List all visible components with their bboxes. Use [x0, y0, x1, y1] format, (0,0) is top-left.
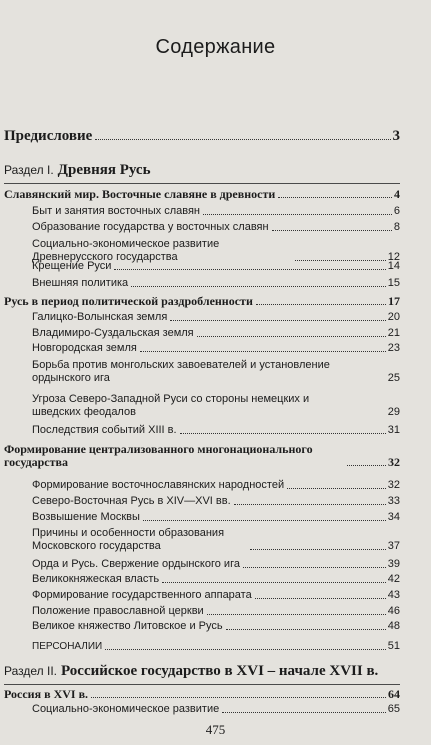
toc-entry[interactable] — [32, 424, 400, 437]
entry-title: Предисловие — [4, 128, 93, 144]
entry-page: 15 — [387, 277, 400, 289]
toc-entry[interactable] — [32, 277, 400, 290]
toc-entry[interactable] — [32, 359, 400, 385]
entry-title: Формирование государственного аппарата — [32, 589, 252, 601]
entry-title: Внешняя политика — [32, 277, 129, 289]
divider — [4, 183, 400, 184]
dot-leader — [140, 351, 386, 352]
dot-leader — [287, 488, 386, 489]
dot-leader — [95, 139, 390, 140]
entry-page: 37 — [387, 540, 400, 552]
dot-leader — [347, 465, 386, 466]
dot-leader — [255, 598, 386, 599]
toc-entry[interactable] — [32, 527, 400, 553]
entry-title: Угроза Северо-Западной Руси со стороны немецких и шведских феодалов — [32, 393, 310, 418]
entry-title: Великокняжеская власть — [32, 573, 160, 585]
toc-entry-personalia[interactable] — [32, 640, 400, 653]
entry-page: 39 — [387, 558, 400, 570]
toc-entry[interactable] — [32, 205, 400, 218]
toc-section[interactable] — [4, 295, 400, 308]
entry-title: Крещение Руси — [32, 260, 112, 272]
toc-section[interactable] — [4, 443, 400, 469]
dot-leader — [170, 320, 385, 321]
dot-leader — [256, 304, 386, 305]
entry-page: 4 — [394, 187, 400, 201]
part-heading — [4, 162, 151, 179]
entry-title: Галицко-Волынская земля — [32, 311, 168, 323]
entry-page: 25 — [387, 372, 400, 384]
entry-title: Социально-экономическое развитие — [32, 703, 220, 715]
part-heading — [4, 663, 378, 680]
entry-title: Последствия событий XIII в. — [32, 424, 177, 436]
entry-title: Россия в XVI в. — [4, 687, 89, 701]
toc-entry[interactable] — [32, 479, 400, 492]
entry-page: 29 — [387, 406, 400, 418]
entry-title: ПЕРСОНАЛИИ — [32, 641, 103, 652]
toc-entry[interactable] — [32, 260, 400, 273]
toc-entry[interactable] — [32, 495, 400, 508]
entry-page: 64 — [388, 687, 400, 701]
toc-entry[interactable] — [32, 221, 400, 234]
dot-leader — [243, 567, 386, 568]
entry-page: 48 — [387, 620, 400, 632]
part-label: Раздел II. — [4, 664, 57, 678]
toc-entry[interactable] — [32, 703, 400, 716]
toc-entry[interactable] — [32, 605, 400, 618]
entry-page: 42 — [387, 573, 400, 585]
toc-entry[interactable] — [32, 573, 400, 586]
entry-page: 6 — [393, 205, 400, 217]
entry-title: Социально-экономическое развитие Древнерусского государства — [32, 238, 220, 263]
entry-page: 17 — [388, 294, 400, 308]
entry-title: Русь в период политической раздробленности — [4, 294, 253, 308]
toc-entry[interactable] — [32, 589, 400, 602]
part-title: Российское государство в XVI – начале XVII в. — [61, 663, 379, 679]
toc-entry[interactable] — [32, 558, 400, 571]
entry-page: 14 — [387, 260, 400, 272]
toc-section[interactable] — [4, 188, 400, 201]
entry-title: Орда и Русь. Свержение ордынского ига — [32, 558, 240, 570]
dot-leader — [222, 712, 386, 713]
entry-page: 23 — [387, 342, 400, 354]
entry-page: 33 — [387, 495, 400, 507]
entry-page: 43 — [387, 589, 400, 601]
entry-page: 8 — [393, 221, 400, 233]
entry-title: Положение православной церкви — [32, 605, 204, 617]
divider — [4, 684, 400, 685]
toc-entry[interactable] — [32, 327, 400, 340]
entry-page: 51 — [387, 640, 400, 652]
entry-page: 20 — [387, 311, 400, 323]
dot-leader — [131, 286, 386, 287]
part-title: Древняя Русь — [57, 162, 151, 178]
part-label: Раздел I. — [4, 163, 54, 177]
toc-entry[interactable] — [32, 342, 400, 355]
entry-title: Формирование централизованного многонационального государства — [4, 442, 313, 469]
dot-leader — [143, 520, 386, 521]
toc-heading: Содержание — [155, 36, 276, 58]
dot-leader — [197, 336, 386, 337]
dot-leader — [207, 614, 386, 615]
entry-page: 65 — [387, 703, 400, 715]
toc-entry-preface[interactable] — [4, 130, 400, 143]
entry-title: Владимиро-Суздальская земля — [32, 327, 194, 339]
entry-page: 3 — [392, 128, 400, 144]
entry-title: Причины и особенности образования Московского государства — [32, 527, 225, 552]
dot-leader — [91, 697, 386, 698]
dot-leader — [278, 197, 392, 198]
entry-page: 12 — [387, 251, 400, 263]
toc-entry[interactable] — [32, 620, 400, 633]
dot-leader — [162, 582, 386, 583]
entry-page: 46 — [387, 605, 400, 617]
dot-leader — [250, 549, 386, 550]
entry-title: Борьба против монгольских завоевателей и установление ордынского ига — [32, 359, 330, 384]
toc-section[interactable] — [4, 688, 400, 701]
entry-title: Славянский мир. Восточные славяне в древности — [4, 187, 276, 201]
entry-page: 21 — [387, 327, 400, 339]
toc-entry[interactable] — [32, 511, 400, 524]
dot-leader — [234, 504, 386, 505]
entry-title: Новгородская земля — [32, 342, 137, 354]
dot-leader — [203, 214, 392, 215]
toc-entry[interactable] — [32, 311, 400, 324]
page-number: 475 — [205, 722, 226, 737]
dot-leader — [272, 230, 392, 231]
entry-title: Быт и занятия восточных славян — [32, 205, 200, 217]
entry-title: Северо-Восточная Русь в XIV—XVI вв. — [32, 495, 231, 507]
toc-entry[interactable] — [32, 393, 400, 419]
entry-page: 31 — [387, 424, 400, 436]
dot-leader — [180, 433, 386, 434]
entry-page: 34 — [387, 511, 400, 523]
dot-leader — [114, 269, 385, 270]
entry-title: Возвышение Москвы — [32, 511, 140, 523]
dot-leader — [226, 629, 386, 630]
entry-title: Великое княжество Литовское и Русь — [32, 620, 223, 632]
entry-page: 32 — [388, 455, 400, 469]
entry-page: 32 — [387, 479, 400, 491]
entry-title: Образование государства у восточных славян — [32, 221, 269, 233]
dot-leader — [105, 649, 386, 650]
entry-title: Формирование восточнославянских народностей — [32, 479, 285, 491]
